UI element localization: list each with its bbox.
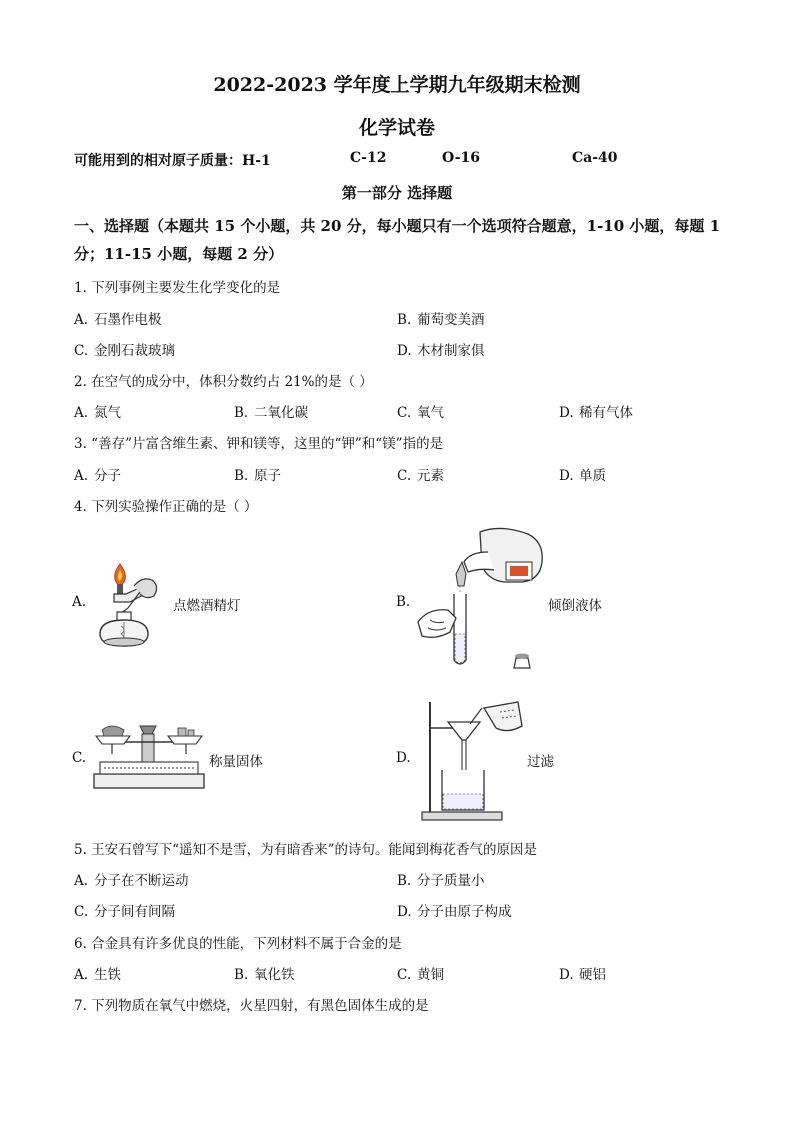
q5-option-d — [397, 900, 512, 920]
q2-option-d-letter: D. — [559, 405, 574, 421]
q2-option-a — [74, 401, 121, 421]
q3-option-d-letter: D. — [559, 468, 574, 484]
q4-option-d-text: 过滤 — [527, 754, 554, 770]
q5-option-d-letter: D. — [397, 904, 412, 920]
q3-option-a-letter: A. — [74, 468, 89, 484]
balance-figure — [90, 712, 208, 794]
q3-option-c — [397, 464, 444, 484]
atomic-mass-o: O-16 — [442, 150, 481, 166]
q3-option-a — [74, 464, 121, 484]
q6-option-c — [397, 963, 444, 983]
q5-option-c-text: 分子间有间隔 — [94, 904, 175, 920]
q1-option-c-text: 金刚石裁玻璃 — [94, 343, 175, 359]
pouring-liquid-figure — [410, 522, 550, 672]
q5-option-b-letter: B. — [397, 873, 412, 889]
q6-option-a — [74, 963, 121, 983]
q1-option-c — [74, 339, 175, 359]
q3-option-b-text: 原子 — [254, 468, 281, 484]
exam-subject: 化学试卷 — [358, 117, 435, 139]
q5-option-b — [397, 869, 485, 889]
q2-option-c-letter: C. — [397, 405, 412, 421]
q6-option-a-text: 生铁 — [94, 967, 121, 983]
q2-option-b-text: 二氧化碳 — [254, 405, 308, 421]
q2-option-a-text: 氮气 — [94, 405, 121, 421]
q1-option-d — [397, 339, 485, 359]
exam-title: 2022-2023 学年度上学期九年级期末检测 — [213, 74, 581, 96]
q1-option-c-letter: C. — [74, 343, 89, 359]
filtration-figure — [418, 698, 526, 822]
q4-option-b-letter: B. — [396, 594, 411, 610]
atomic-mass-line — [74, 150, 774, 170]
part-heading: 第一部分 选择题 — [341, 184, 453, 202]
atomic-mass-label: 可能用到的相对原子质量：H-1 — [74, 153, 271, 169]
q2-option-a-letter: A. — [74, 405, 89, 421]
q4-option-c-text: 称量固体 — [209, 754, 263, 770]
q4-option-c-letter: C. — [72, 750, 87, 766]
section-heading: 一、选择题（本题共 15 个小题，共 20 分，每小题只有一个选项符合题意，1-10 小题，每题 1 分；11-15 小题，每题 2 分） — [74, 217, 721, 263]
q5-option-b-text: 分子质量小 — [417, 873, 485, 889]
question-1-stem: 1. 下列事例主要发生化学变化的是 — [74, 280, 281, 296]
q3-option-c-text: 元素 — [417, 468, 444, 484]
q1-option-b-letter: B. — [397, 312, 412, 328]
q4-option-b-text: 倾倒液体 — [548, 598, 602, 614]
atomic-mass-c: C-12 — [350, 150, 387, 166]
question-4-stem: 4. 下列实验操作正确的是（ ） — [74, 499, 258, 515]
question-6-stem: 6. 合金具有许多优良的性能，下列材料不属于合金的是 — [74, 936, 402, 952]
q1-option-d-text: 木材制家俱 — [417, 343, 485, 359]
q5-option-a-text: 分子在不断运动 — [94, 873, 189, 889]
question-3-stem: 3. “善存”片富含维生素、钾和镁等，这里的“钾”和“镁”指的是 — [74, 436, 444, 452]
q5-option-a — [74, 869, 189, 889]
q1-option-b-text: 葡萄变美酒 — [417, 312, 485, 328]
question-2-stem: 2. 在空气的成分中，体积分数约占 21%的是（ ） — [74, 374, 373, 390]
q6-option-a-letter: A. — [74, 967, 89, 983]
q3-option-b-letter: B. — [234, 468, 249, 484]
q2-option-c-text: 氧气 — [417, 405, 444, 421]
q5-option-c-letter: C. — [74, 904, 89, 920]
q6-option-c-letter: C. — [397, 967, 412, 983]
q4-option-a-letter: A. — [72, 594, 87, 610]
q3-option-d-text: 单质 — [579, 468, 606, 484]
q1-option-a-text: 石墨作电极 — [94, 312, 162, 328]
q1-option-a — [74, 308, 162, 328]
q2-option-b-letter: B. — [234, 405, 249, 421]
q6-option-b-text: 氧化铁 — [254, 967, 295, 983]
question-7-stem: 7. 下列物质在氧气中燃烧，火星四射，有黑色固体生成的是 — [74, 998, 429, 1014]
q6-option-c-text: 黄铜 — [417, 967, 444, 983]
q1-option-d-letter: D. — [397, 343, 412, 359]
q6-option-d-letter: D. — [559, 967, 574, 983]
q5-option-d-text: 分子由原子构成 — [417, 904, 512, 920]
alcohol-lamp-figure — [90, 556, 170, 656]
q3-option-d — [559, 464, 606, 484]
q6-option-d-text: 硬铝 — [579, 967, 606, 983]
q2-option-d — [559, 401, 633, 421]
q1-option-a-letter: A. — [74, 312, 89, 328]
q5-option-a-letter: A. — [74, 873, 89, 889]
q3-option-a-text: 分子 — [94, 468, 121, 484]
q6-option-d — [559, 963, 606, 983]
atomic-mass-ca: Ca-40 — [572, 150, 618, 166]
q1-option-b — [397, 308, 485, 328]
q4-option-d-letter: D. — [396, 750, 411, 766]
q3-option-b — [234, 464, 281, 484]
q2-option-b — [234, 401, 308, 421]
q6-option-b — [234, 963, 295, 983]
q2-option-c — [397, 401, 444, 421]
q3-option-c-letter: C. — [397, 468, 412, 484]
q6-option-b-letter: B. — [234, 967, 249, 983]
question-5-stem: 5. 王安石曾写下“遥知不是雪，为有暗香来”的诗句。能闻到梅花香气的原因是 — [74, 842, 537, 858]
q4-option-a-text: 点燃酒精灯 — [173, 598, 241, 614]
q2-option-d-text: 稀有气体 — [579, 405, 633, 421]
q5-option-c — [74, 900, 175, 920]
